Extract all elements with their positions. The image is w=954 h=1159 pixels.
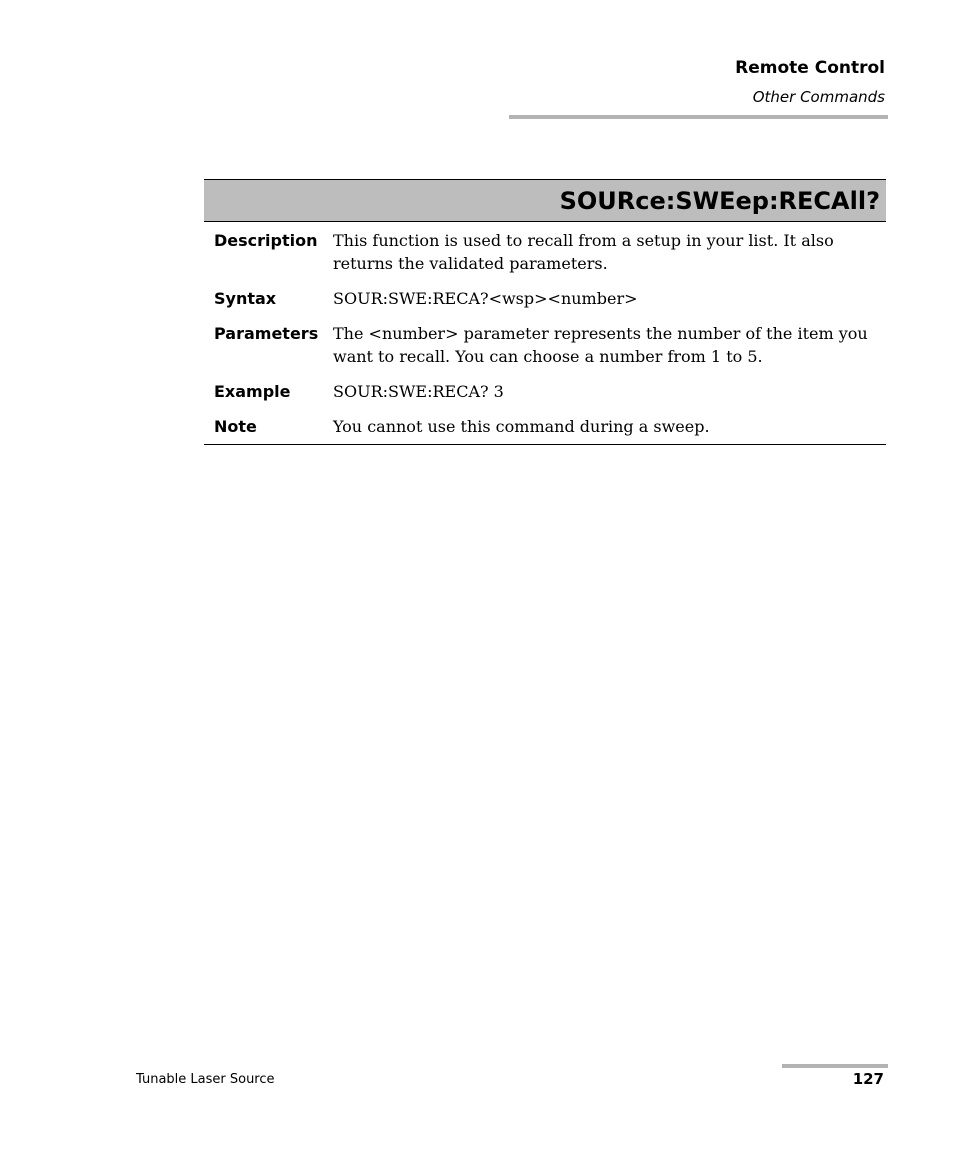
row-label: Description: [214, 231, 318, 250]
row-value: This function is used to recall from a setup in your list. It also returns the validated parameters.: [333, 231, 834, 273]
row-value: SOUR:SWE:RECA? 3: [333, 382, 504, 401]
row-label: Syntax: [214, 289, 277, 308]
header-divider: [509, 115, 888, 119]
row-value: You cannot use this command during a sweep.: [333, 417, 710, 436]
row-parameters: [204, 322, 886, 368]
command-title: SOURce:SWEep:RECAll?: [559, 186, 880, 215]
command-table: [204, 179, 886, 445]
page-number: 127: [852, 1070, 884, 1088]
footer-document-name: Tunable Laser Source: [136, 1072, 275, 1087]
row-example: [204, 380, 886, 403]
row-label: Example: [214, 382, 291, 401]
row-label: Parameters: [214, 324, 319, 343]
header-subtitle: Other Commands: [752, 88, 885, 106]
row-syntax: [204, 287, 886, 310]
row-label: Note: [214, 417, 257, 436]
command-rows: [204, 222, 886, 445]
row-value: SOUR:SWE:RECA?<wsp><number>: [333, 289, 638, 308]
row-value: The <number> parameter represents the number of the item you want to recall. You can choose a number from 1 to 5.: [333, 324, 868, 366]
command-title-bar: [204, 179, 886, 222]
footer-divider: [782, 1064, 888, 1068]
header-title: Remote Control: [735, 58, 885, 78]
row-description: [204, 229, 886, 275]
row-note: [204, 415, 886, 438]
